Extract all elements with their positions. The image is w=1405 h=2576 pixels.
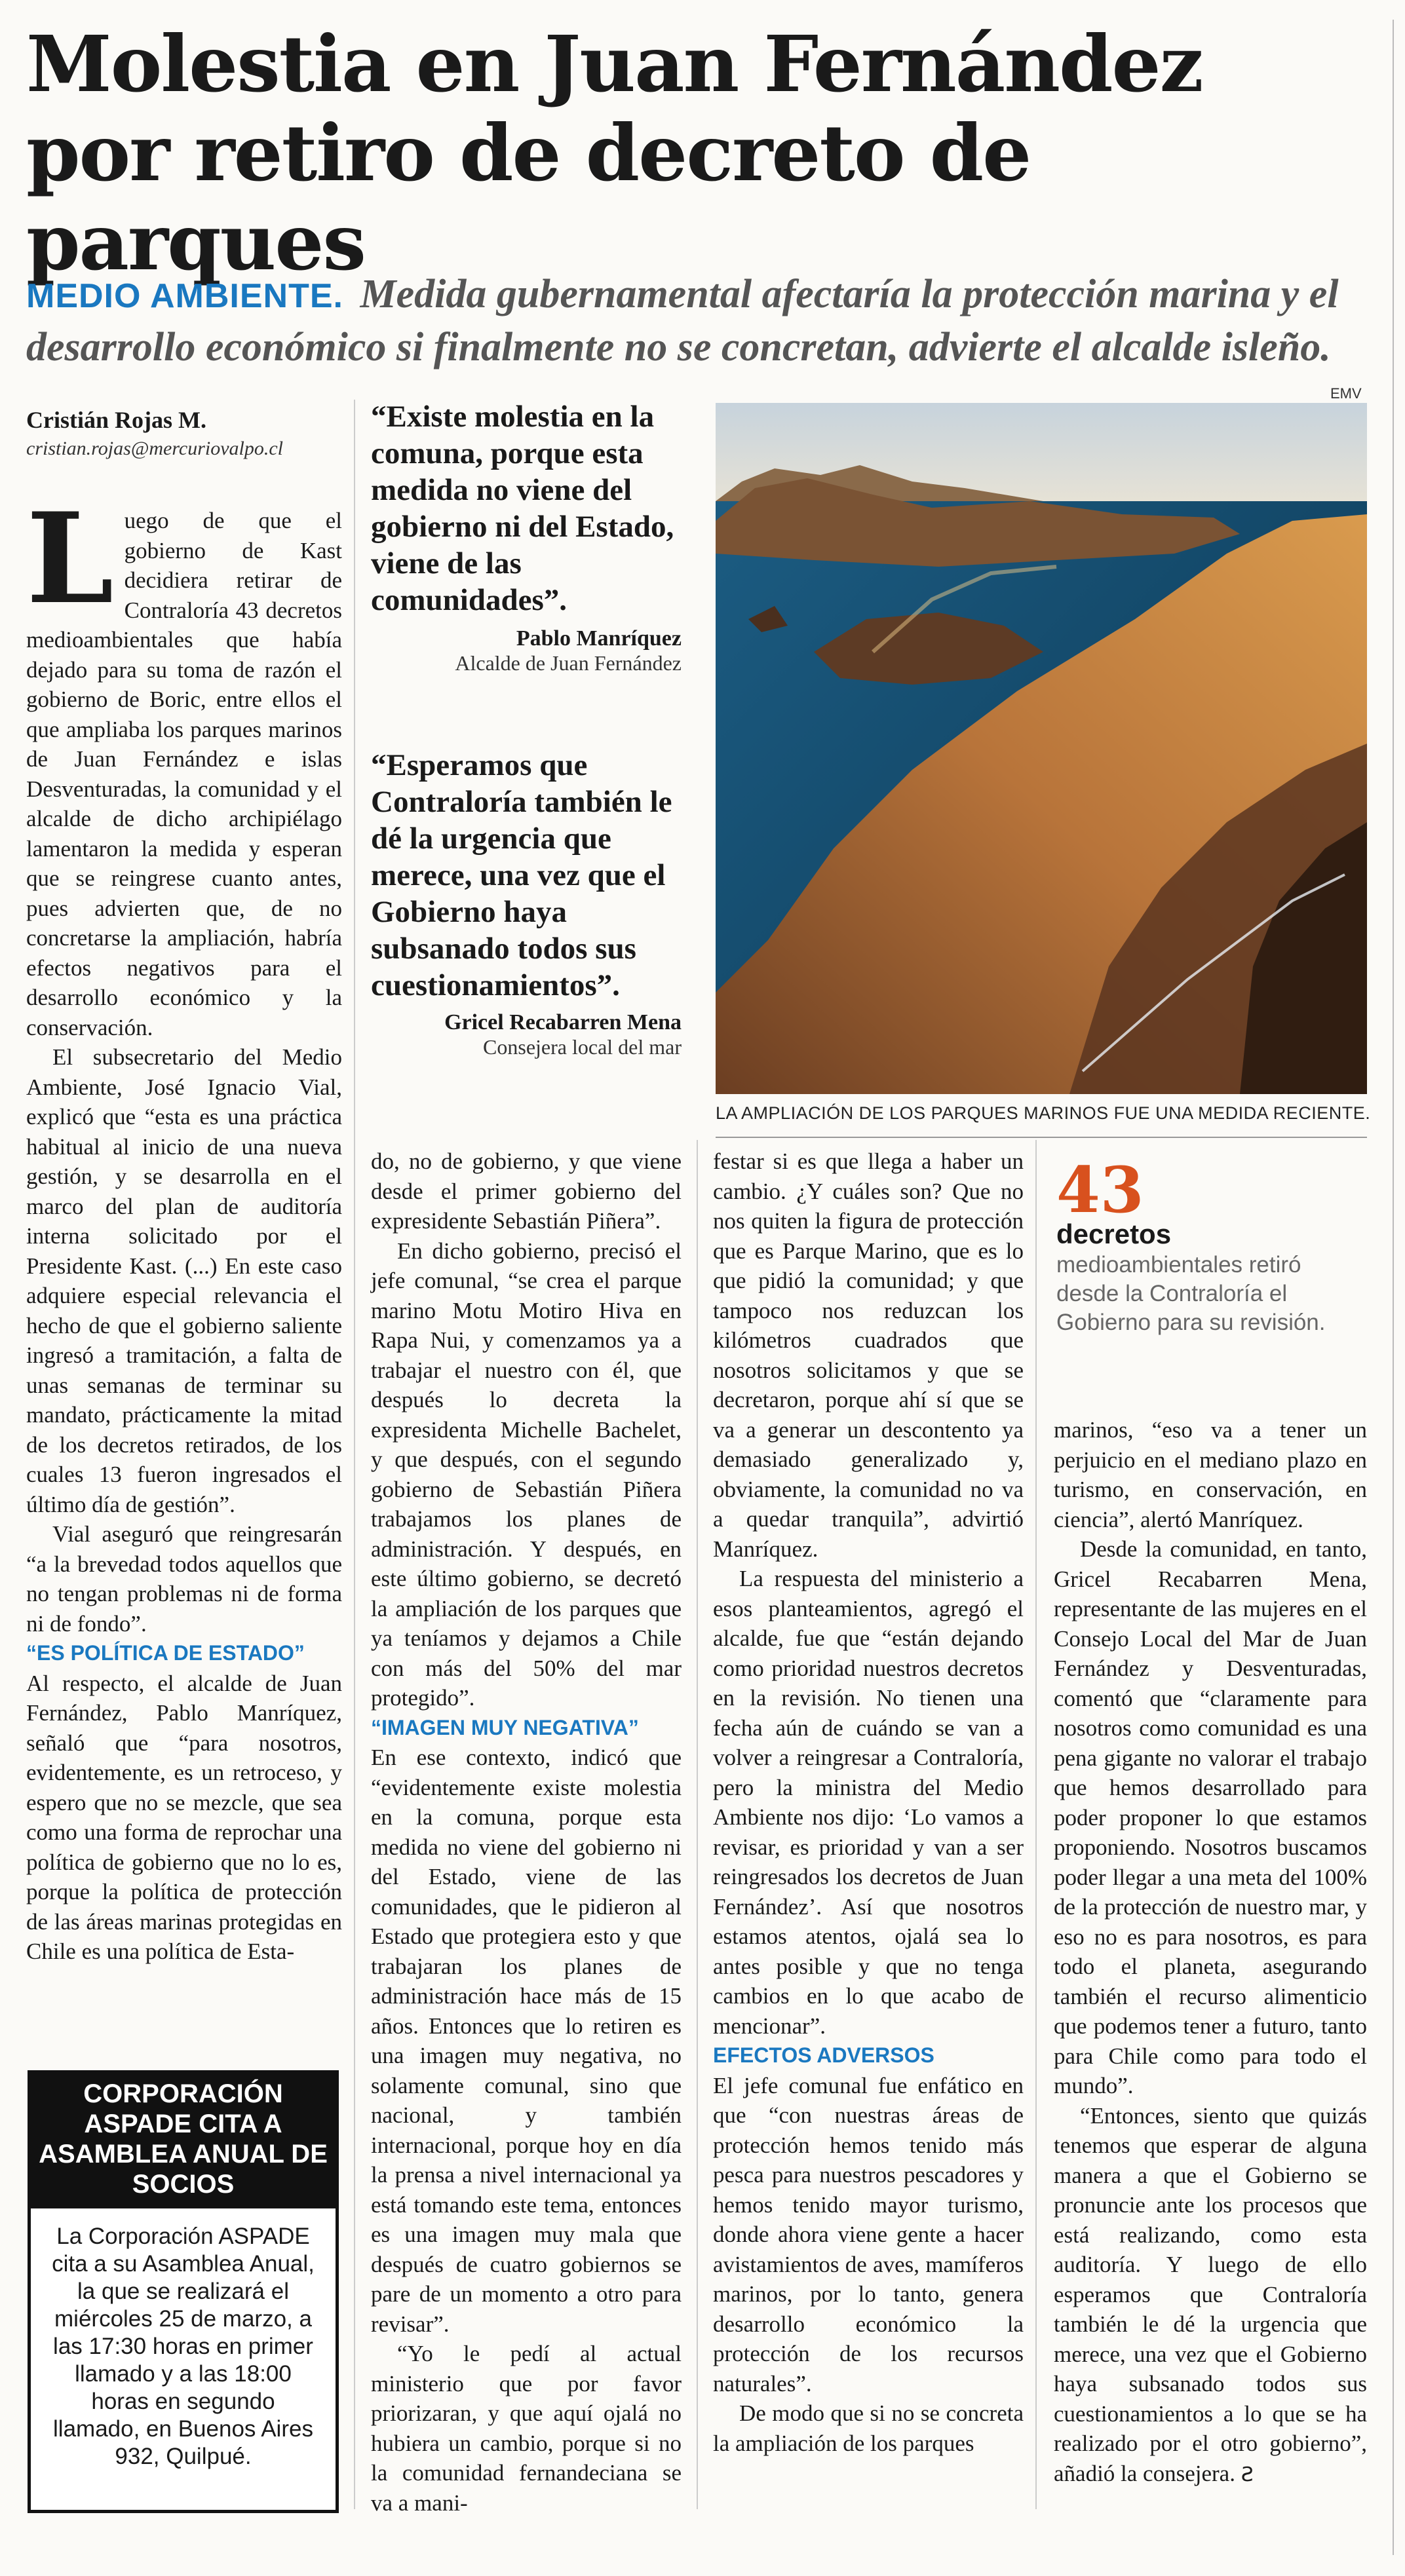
headline <box>26 20 1389 287</box>
quote-author: Pablo Manríquez <box>516 626 682 651</box>
paragraph: Desde la comunidad, en tanto, Gricel Recabarren Mena, representante de las mujeres en el Consejo Local del Mar de Juan Fernández y Desventuradas, comentó que “claramente para nosotros como comunidad es una pena gigante no valorar el trabajo que hemos desarrollado para poder proponer lo que estamos proponiendo. Nosotros buscamos poder llegar a una meta del 100% de la protección de nuestro mar, y eso no es para nosotros, es para todo el planeta, asegurando también el recurso alimenticio que podemos tener a futuro, tanto para Chile como para todo el mundo”. <box>1054 1536 1367 2098</box>
stat-number: 43 <box>1056 1153 1144 1227</box>
quote-role: Consejera local del mar <box>483 1035 682 1059</box>
pull-quote-1 <box>371 398 682 675</box>
column-divider <box>1035 1140 1037 2509</box>
stat-description <box>1056 1220 1345 1337</box>
section-subhead: EFECTOS ADVERSOS <box>713 2043 934 2067</box>
stat-text: medioambientales retiró desde la Contraloría el Gobierno para su revisión. <box>1056 1252 1326 1335</box>
column-1 <box>26 485 342 1967</box>
column-divider <box>697 1140 698 2509</box>
photo-credit: EMV <box>1330 385 1362 402</box>
drop-cap: L <box>26 485 114 632</box>
paragraph: Vial aseguró que reingresarán “a la brevedad todos aquellos que no tengan problemas ni de forma ni de fondo”. <box>26 1521 342 1637</box>
author-email[interactable]: cristian.rojas@mercuriovalpo.cl <box>26 438 284 459</box>
ad-title: CORPORACIÓN ASPADE CITA A ASAMBLEA ANUAL DE SOCIOS <box>31 2074 336 2208</box>
page-edge-rule <box>1393 20 1394 2555</box>
paragraph: La respuesta del ministerio a esos planteamientos, agregó el alcalde, fue que “están dejando como prioridad nuestros decretos en la revisión. No tienen una fecha aún de cuándo se van a volver a reingresar a Contraloría, pero la ministra del Medio Ambiente nos dijo: ‘Lo vamos a revisar, es prioridad y van a ser reingresados los decretos de Juan Fernández’. Así que nosotros estamos atentos, ojalá sea lo antes posible y que no tenga cambios en lo que acabo de mencionar”. <box>713 1566 1024 2039</box>
pull-quote-2 <box>371 747 682 1059</box>
paragraph-text: “Entonces, siento que quizás tenemos que esperar de alguna manera a que el Gobierno se pronuncie ante los procesos que está realizando, como esta auditoría. Y luego de ello esperamos que Contraloría también le dé la urgencia que merece, una vez que el Gobierno haya subsanado todos sus cuestionamientos a lo que se ha realizado por el otro gobierno”, añadió la consejera. <box>1054 2102 1367 2486</box>
paragraph: En dicho gobierno, precisó el jefe comunal, “se crea el parque marino Motu Motiro Hiva en Rapa Nui, y comenzamos ya a trabajar el nuestro con él, que después lo decreta la expresidenta Michelle Bachelet, y que después, con el segundo gobierno de Sebastián Piñera trabajamos los planes de administración. Y después, en este último gobierno, se decretó la ampliación de los parques que ya teníamos y dejamos a Chile con más del 50% del mar protegido”. <box>371 1238 682 1711</box>
coastline-illustration <box>716 403 1367 1094</box>
paragraph: En ese contexto, indicó que “evidentemente existe molestia en la comuna, porque esta medida no viene del gobierno ni del Estado, viene de las comunidades, que le pidieron al Estado que protegiera esto y que trabajaran los planes de administración hace más de 15 años. Entonces que lo retiren es una imagen muy negativa, no solamente comunal, sino que nacional, y también internacional, porque hoy en día la prensa a nivel internacional ya está tomando este tema, entonces es una imagen muy mala que después de cuatro gobiernos se pare de un momento a otro para revisar”. <box>371 1745 682 2337</box>
paragraph: marinos, “eso va a tener un perjuicio en el mediano plazo en turismo, en conservación, en ciencia”, alertó Manríquez. <box>1054 1417 1367 1532</box>
author-name: Cristián Rojas M. <box>26 407 206 433</box>
paragraph: Al respecto, el alcalde de Juan Fernández, Pablo Manríquez, señaló que “para nosotros, evidentemente, es un retroceso, y espero que no se mezcle, que sea como una forma de reprochar una política de gobierno que no lo es, porque la política de protección de las áreas marinas protegidas en Chile es una política de Esta- <box>26 1670 342 1964</box>
paragraph: El jefe comunal fue enfático en que “con nuestras áreas de protección hemos tenido más pesca para nuestros pescadores y hemos tenido mayor turismo, donde ahora viene gente a hacer avistamientos de aves, mamíferos marinos, por lo tanto, genera desarrollo económico la protección de los recursos naturales”. <box>713 2072 1024 2396</box>
paragraph: De modo que si no se concreta la ampliación de los parques <box>713 2400 1024 2456</box>
column-2 <box>371 1146 682 2518</box>
paragraph-text: uego de que el gobierno de Kast decidiera retirar de Contraloría 43 decretos medioambientales que había dejado para su toma de razón el gobierno de Boric, entre ellos el que ampliaba los parques marinos de Juan Fernández e islas Desventuradas, la comunidad y el alcalde de dicho archipiélago lamentaron la medida y esperan que se reingrese cuanto antes, pues advierten que, de no concretarse la ampliación, habría efectos negativos para el desarrollo económico y la conservación. <box>26 508 342 1040</box>
quote-role: Alcalde de Juan Fernández <box>455 651 682 675</box>
paragraph: festar si es que llega a haber un cambio. ¿Y cuáles son? Que no nos quiten la figura de protección que es Parque Marino, que es lo que pidió la comunidad; y que tampoco nos reduzcan los kilómetros cuadrados que nosotros solicitamos y que se decretaron, porque ahí sí que se va a generar un descontento ya demasiado generalizado y, obviamente, la comunidad no va a quedar tranquila”, advirtió Manríquez. <box>713 1148 1024 1562</box>
stat-label: decretos <box>1056 1219 1172 1249</box>
coastline-photo <box>716 403 1367 1094</box>
kicker: MEDIO AMBIENTE. <box>26 277 343 315</box>
headline-line-1: Molestia en Juan Fernández <box>26 18 1203 109</box>
photo-caption: LA AMPLIACIÓN DE LOS PARQUES MARINOS FUE UNA MEDIDA RECIENTE. <box>716 1103 1371 1123</box>
ad-body: La Corporación ASPADE cita a su Asamblea Anual, la que se realizará el miércoles 25 de marzo, a las 17:30 horas en primer llamado y a las 18:00 horas en segundo llamado, en Buenos Aires 932, Quilpué. <box>52 2224 315 2469</box>
deck <box>26 269 1376 373</box>
column-divider <box>354 400 355 2509</box>
deck-text: Medida gubernamental afectaría la protección marina y el desarrollo económico si finalmente no se concretan, advierte el alcalde isleño. <box>26 272 1339 369</box>
caption-rule <box>716 1137 1367 1138</box>
paragraph <box>1054 2101 1367 2490</box>
paragraph: “Yo le pedí al actual ministerio que por favor priorizaran, y que aquí ojalá no hubiera un cambio, porque si no la comunidad fernandeciana se va a mani- <box>371 2341 682 2516</box>
paragraph: El subsecretario del Medio Ambiente, José Ignacio Vial, explicó que “esta es una práctica habitual al inicio de una nueva gestión, y se desarrolla en el marco del plan de auditoría interna solicitado por el Presidente Kast. (...) En este caso adquiere especial relevancia el hecho de que el gobierno saliente ingresó a tramitación, a falta de unas semanas de terminar su mandato, prácticamente la mitad de los decretos retirados, de los cuales 13 fueron ingresados el último día de gestión”. <box>26 1044 342 1517</box>
quote-text: “Esperamos que Contraloría también le dé la urgencia que merece, una vez que el Gobierno haya subsanado todos sus cuestionamientos”. <box>371 748 672 1002</box>
headline-line-2: por retiro de decreto de parques <box>26 107 1031 288</box>
section-subhead: “IMAGEN MUY NEGATIVA” <box>371 1715 639 1739</box>
paragraph <box>26 485 342 1042</box>
column-4 <box>1054 1415 1367 2490</box>
quote-author: Gricel Recabarren Mena <box>444 1010 682 1034</box>
paragraph: do, no de gobierno, y que viene desde el primer gobierno del expresidente Sebastián Piñera”. <box>371 1148 682 1234</box>
assembly-notice-ad <box>28 2070 339 2513</box>
section-subhead: “ES POLÍTICA DE ESTADO” <box>26 1641 305 1665</box>
quote-text: “Existe molestia en la comuna, porque esta medida no viene del gobierno ni del Estado, viene de las comunidades”. <box>371 400 674 617</box>
end-mark-icon: Ƨ <box>1241 2463 1254 2486</box>
column-3 <box>713 1146 1024 2458</box>
